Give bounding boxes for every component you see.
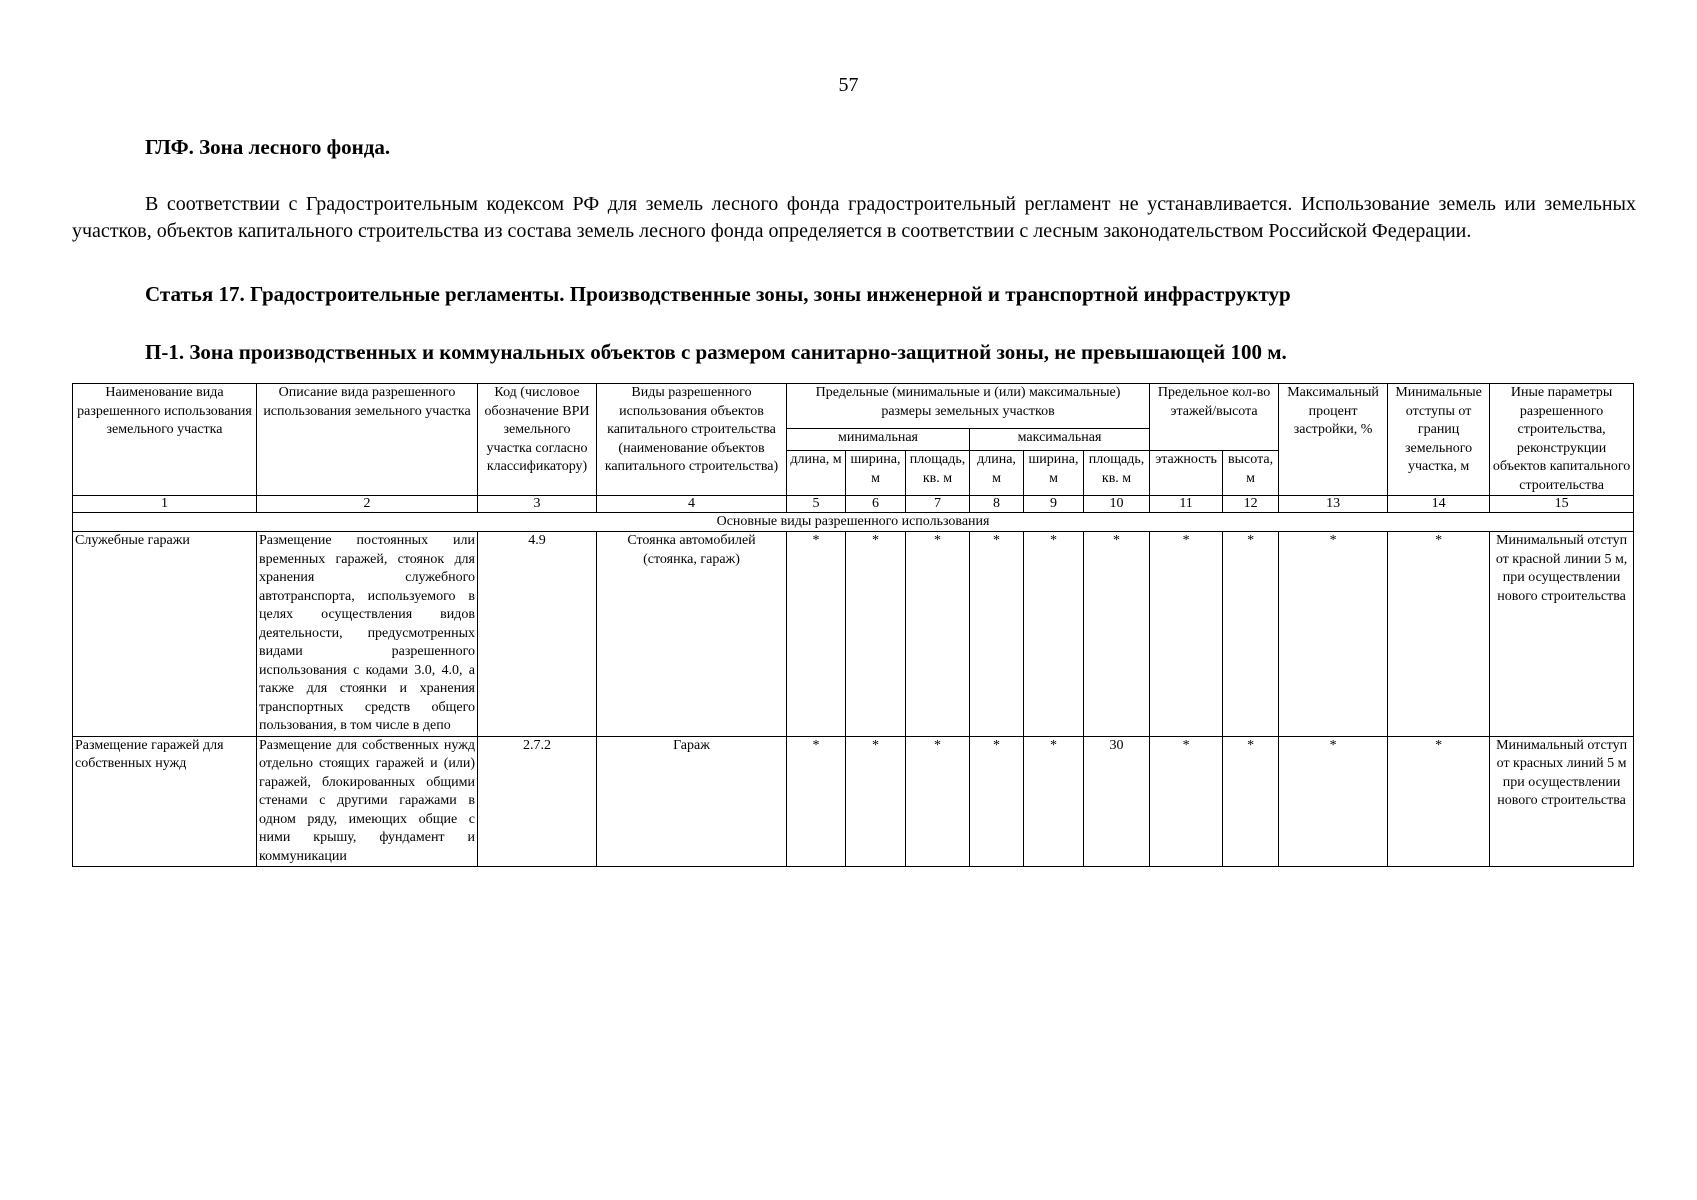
value-cell: * [1150,532,1223,737]
value-cell: * [970,532,1024,737]
value-cell: * [1223,532,1279,737]
value-cell: * [1388,736,1490,867]
table-heading: П-1. Зона производственных и коммунальных объектов с размером санитарно-защитной зоны, не превышающей 100 м. [145,340,1287,364]
value-cell: * [846,736,906,867]
vri-code-cell: 4.9 [478,532,597,737]
column-number: 6 [846,496,906,513]
header-height: высота, м [1223,451,1279,496]
value-cell: * [1279,532,1388,737]
value-cell: * [1388,532,1490,737]
column-number: 10 [1084,496,1150,513]
header-oks-types: Виды разрешенного использования объектов капитального строительства (наименование объектов капитального строительства) [597,384,787,496]
header-max-area: площадь, кв. м [1084,451,1150,496]
column-number: 13 [1279,496,1388,513]
value-cell: * [787,532,846,737]
vri-description-cell: Размещение постоянных или временных гаражей, стоянок для хранения служебного автотранспорта, используемого в целях осуществления видов деятельности, предусмотренных видами разрешенного использования с кодами 3.0, 4.0, а также для стоянки и хранения транспортных средств общего пользования, в том числе в депо [257,532,478,737]
column-number: 12 [1223,496,1279,513]
header-vri-code: Код (числовое обозначение ВРИ земельного участка согласно классификатору) [478,384,597,496]
header-max-length: длина, м [970,451,1024,496]
column-number: 15 [1490,496,1634,513]
page-number: 57 [838,74,859,96]
value-cell: * [1024,736,1084,867]
column-number: 11 [1150,496,1223,513]
header-vri-name: Наименование вида разрешенного использования земельного участка [73,384,257,496]
column-number: 5 [787,496,846,513]
value-cell: * [906,532,970,737]
column-number: 4 [597,496,787,513]
vri-code-cell: 2.7.2 [478,736,597,867]
column-number: 9 [1024,496,1084,513]
zone-heading: ГЛФ. Зона лесного фонда. [145,135,391,159]
value-cell: * [906,736,970,867]
table-row [73,736,1634,867]
article-heading: Статья 17. Градостроительные регламенты. Производственные зоны, зоны инженерной и транспортной инфраструктур [145,282,1291,306]
header-row [73,384,1634,429]
column-number: 1 [73,496,257,513]
value-cell: * [1150,736,1223,867]
header-floors: этажность [1150,451,1223,496]
table-row [73,532,1634,737]
column-number-row [73,496,1634,513]
header-min-length: длина, м [787,451,846,496]
header-min: минимальная [787,428,970,451]
regulations-table [72,383,1634,867]
value-cell: * [787,736,846,867]
other-params-cell: Минимальный отступ от красной линии 5 м, при осуществлении нового строительства [1490,532,1634,737]
column-number: 7 [906,496,970,513]
column-number: 2 [257,496,478,513]
header-vri-description: Описание вида разрешенного использования земельного участка [257,384,478,496]
value-cell: * [970,736,1024,867]
value-cell: 30 [1084,736,1150,867]
value-cell: * [846,532,906,737]
oks-types-cell: Стоянка автомобилей (стоянка, гараж) [597,532,787,737]
header-max: максимальная [970,428,1150,451]
vri-name-cell: Служебные гаражи [73,532,257,737]
column-number: 3 [478,496,597,513]
value-cell: * [1223,736,1279,867]
vri-name-cell: Размещение гаражей для собственных нужд [73,736,257,867]
vri-description-cell: Размещение для собственных нужд отдельно стоящих гаражей и (или) гаражей, блокированных общими стенами с другими гаражами в одном ряду, имеющих общие с ними крышу, фундамент и коммуникации [257,736,478,867]
header-land-sizes: Предельные (минимальные и (или) максимальные) размеры земельных участков [787,384,1150,429]
header-min-width: ширина, м [846,451,906,496]
header-min-area: площадь, кв. м [906,451,970,496]
value-cell: * [1084,532,1150,737]
body-paragraph: В соответствии с Градостроительным кодексом РФ для земель лесного фонда градостроительный регламент не устанавливается. Использование земель или земельных участков, объектов капитального строительства из состава земель лесного фонда определяется в соответствии с лесным законодательством Российской Федерации. [72,193,1636,242]
value-cell: * [1024,532,1084,737]
section-title: Основные виды разрешенного использования [73,513,1634,532]
header-max-coverage: Максимальный процент застройки, % [1279,384,1388,496]
column-number: 14 [1388,496,1490,513]
header-min-setbacks: Минимальные отступы от границ земельного участка, м [1388,384,1490,496]
column-number: 8 [970,496,1024,513]
other-params-cell: Минимальный отступ от красных линий 5 м при осуществлении нового строительства [1490,736,1634,867]
header-max-width: ширина, м [1024,451,1084,496]
section-row [73,513,1634,532]
header-floors-height: Предельное кол-во этажей/высота [1150,384,1279,451]
oks-types-cell: Гараж [597,736,787,867]
header-other-params: Иные параметры разрешенного строительства, реконструкции объектов капитального строительства [1490,384,1634,496]
value-cell: * [1279,736,1388,867]
